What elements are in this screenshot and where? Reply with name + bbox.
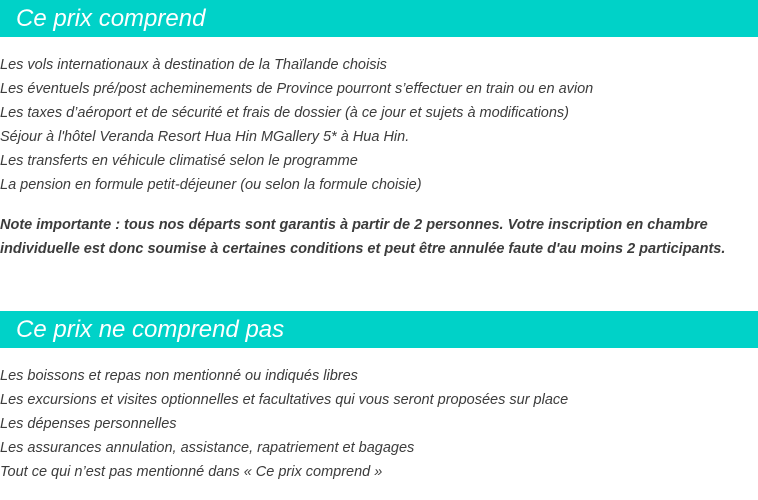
price-excludes-banner — [0, 311, 758, 348]
list-item: Les transferts en véhicule climatisé selon le programme — [0, 153, 358, 169]
price-includes-banner — [0, 0, 758, 37]
list-item: Les boissons et repas non mentionné ou indiqués libres — [0, 368, 358, 384]
list-item: Séjour à l'hôtel Veranda Resort Hua Hin MGallery 5* à Hua Hin. — [0, 129, 410, 145]
list-item: Les assurances annulation, assistance, rapatriement et bagages — [0, 440, 415, 456]
list-item: La pension en formule petit-déjeuner (ou selon la formule choisie) — [0, 177, 422, 193]
price-excludes-list — [0, 364, 758, 484]
price-includes-heading: Ce prix comprend — [16, 5, 206, 32]
important-note: Note importante : tous nos départs sont garantis à partir de 2 personnes. Votre inscription en chambre individuelle est donc soumise à certaines conditions et peut être annulée faute d'au moins 2 participants. — [0, 217, 726, 257]
price-excludes-heading: Ce prix ne comprend pas — [16, 316, 285, 343]
price-includes-list — [0, 53, 758, 197]
list-item: Les excursions et visites optionnelles et facultatives qui vous seront proposées sur place — [0, 392, 569, 408]
list-item: Tout ce qui n’est pas mentionné dans « Ce prix comprend » — [0, 464, 383, 480]
list-item: Les vols internationaux à destination de la Thaïlande choisis — [0, 57, 387, 73]
list-item: Les dépenses personnelles — [0, 416, 177, 432]
list-item: Les éventuels pré/post acheminements de Province pourront s’effectuer en train ou en avion — [0, 81, 594, 97]
list-item: Les taxes d’aéroport et de sécurité et frais de dossier (à ce jour et sujets à modifications) — [0, 105, 570, 121]
